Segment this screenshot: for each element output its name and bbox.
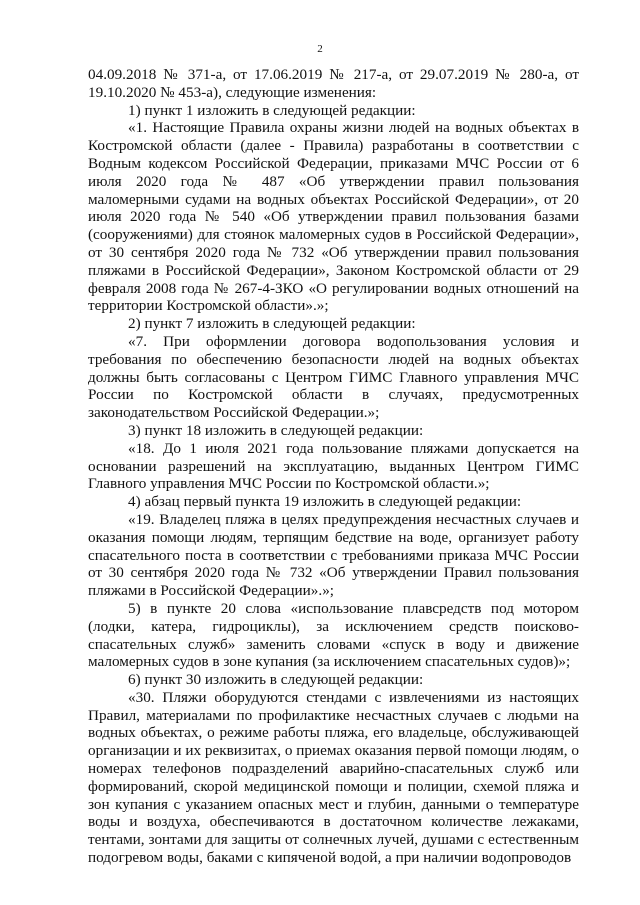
document-body xyxy=(88,66,579,867)
paragraph-quote-18: «18. До 1 июля 2021 года пользование пляжами допускается на основании разрешений на эксплуатацию, выданных Центром ГИМС Главного управления МЧС России по Костромской области.»; xyxy=(88,439,579,493)
paragraph-item-1: 1) пункт 1 изложить в следующей редакции: xyxy=(128,101,416,119)
page-number: 2 xyxy=(317,43,323,55)
paragraph-item-6: 6) пункт 30 изложить в следующей редакции: xyxy=(128,671,424,689)
paragraph-item-5: 5) в пункте 20 слова «использование плавсредств под мотором (лодки, катера, гидроциклы), за исключением средств поисково-спасательных служб» заменить словами «спуск в воду и движение маломерных судов в зоне купания (за исключением спасательных судов)»; xyxy=(88,599,579,671)
paragraph-quote-1: «1. Настоящие Правила охраны жизни людей на водных объектах в Костромской области (далее - Правила) разработаны в соответствии с Водным кодексом Российской Федерации, приказами МЧС России от 6 июля 2020 года № 487 «Об утверждении правил пользования маломерными судами на водных объектах Российской Федерации», от 20 июля 2020 года № 540 «Об утверждении правил пользования базами (сооружениями) для стоянок маломерных судов в Российской Федерации», от 30 сентября 2020 года № 732 «Об утверждении правил пользования пляжами в Российской Федерации», Законом Костромской области от 29 февраля 2008 года № 267-4-ЗКО «О регулировании водных отношений на территории Костромской области».»; xyxy=(88,119,579,315)
paragraph-quote-19: «19. Владелец пляжа в целях предупреждения несчастных случаев и оказания помощи людям, терпящим бедствие на воде, организует работу спасательного поста в соответствии с требованиями приказа МЧС России от 30 сентября 2020 года № 732 «Об утверждении Правил пользования пляжами в Российской Федерации».»; xyxy=(88,510,579,600)
paragraph-quote-7: «7. При оформлении договора водопользования условия и требования по обеспечению безопасности людей на водных объектах должны быть согласованы с Центром ГИМС Главного управления МЧС России по Костромской области в случаях, предусмотренных законодательством Российской Федерации.»; xyxy=(88,332,579,422)
paragraph-item-2: 2) пункт 7 изложить в следующей редакции: xyxy=(128,315,416,333)
paragraph-continuation: 04.09.2018 № 371-а, от 17.06.2019 № 217-а, от 29.07.2019 № 280-а, от 19.10.2020 № 453-а), следующие изменения: xyxy=(88,66,579,101)
paragraph-item-3: 3) пункт 18 изложить в следующей редакции: xyxy=(128,421,424,439)
paragraph-item-4: 4) абзац первый пункта 19 изложить в следующей редакции: xyxy=(128,493,522,511)
paragraph-quote-30: «30. Пляжи оборудуются стендами с извлечениями из настоящих Правил, материалами по профилактике несчастных случаев с людьми на водных объектах, о режиме работы пляжа, его владельце, обслуживающей организации и их реквизитах, о приемах оказания первой помощи людям, о номерах телефонов подразделений аварийно-спасательных служб или формирований, скорой медицинской помощи и полиции, схемой пляжа и зон купания с указанием опасных мест и глубин, данными о температуре воды и воздуха, обеспечиваются в достаточном количестве лежаками, тентами, зонтами для защиты от солнечных лучей, душами с естественным подогревом воды, баками с кипяченой водой, а при наличии водопроводов xyxy=(88,688,579,867)
